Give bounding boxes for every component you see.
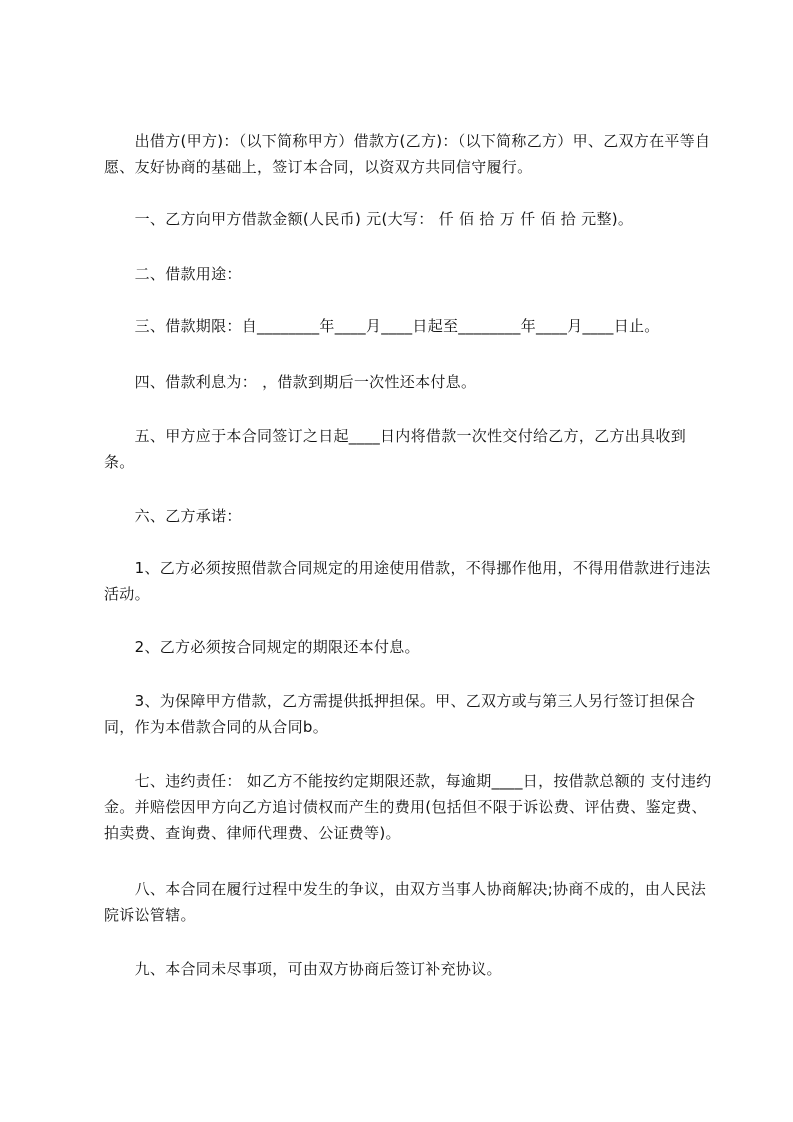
paragraph-clause-7-liability: 七、违约责任： 如乙方不能按约定期限还款，每逾期____日，按借款总额的 支付违约金。并赔偿因甲方向乙方追讨债权而产生的费用(包括但不限于诉讼费、评估费、鉴定费、拍卖费、查询费、律师代理费、公证费等)。 — [104, 772, 712, 842]
paragraph-clause-1-amount: 一、乙方向甲方借款金额(人民币) 元(大写： 仟 佰 拾 万 仟 佰 拾 元整)。 — [104, 210, 634, 228]
paragraph-clause-6-promises: 六、乙方承诺： — [104, 507, 242, 525]
paragraph-clause-9-supplement: 九、本合同未尽事项，可由双方协商后签订补充协议。 — [104, 960, 502, 978]
paragraph-clause-3-term: 三、借款期限：自________年____月____日起至________年____月____日止。 — [104, 317, 660, 335]
paragraph-promise-2: 2、乙方必须按合同规定的期限还本付息。 — [104, 638, 420, 656]
paragraph-parties: 出借方(甲方)：（以下简称甲方）借款方(乙方)：（以下简称乙方）甲、乙双方在平等自愿、友好协商的基础上，签订本合同，以资双方共同信守履行。 — [104, 132, 711, 176]
paragraph-promise-1: 1、乙方必须按照借款合同规定的用途使用借款，不得挪作他用，不得用借款进行违法活动。 — [104, 559, 711, 603]
paragraph-clause-4-interest: 四、借款利息为： ，借款到期后一次性还本付息。 — [104, 373, 477, 391]
paragraph-clause-2-purpose: 二、借款用途： — [104, 265, 242, 283]
paragraph-promise-3: 3、为保障甲方借款，乙方需提供抵押担保。甲、乙双方或与第三人另行签订担保合同，作为本借款合同的从合同b。 — [104, 692, 696, 736]
paragraph-clause-5-delivery: 五、甲方应于本合同签订之日起____日内将借款一次性交付给乙方，乙方出具收到条。 — [104, 427, 687, 471]
paragraph-clause-8-disputes: 八、本合同在履行过程中发生的争议，由双方当事人协商解决;协商不成的，由人民法院诉讼管辖。 — [104, 880, 707, 924]
